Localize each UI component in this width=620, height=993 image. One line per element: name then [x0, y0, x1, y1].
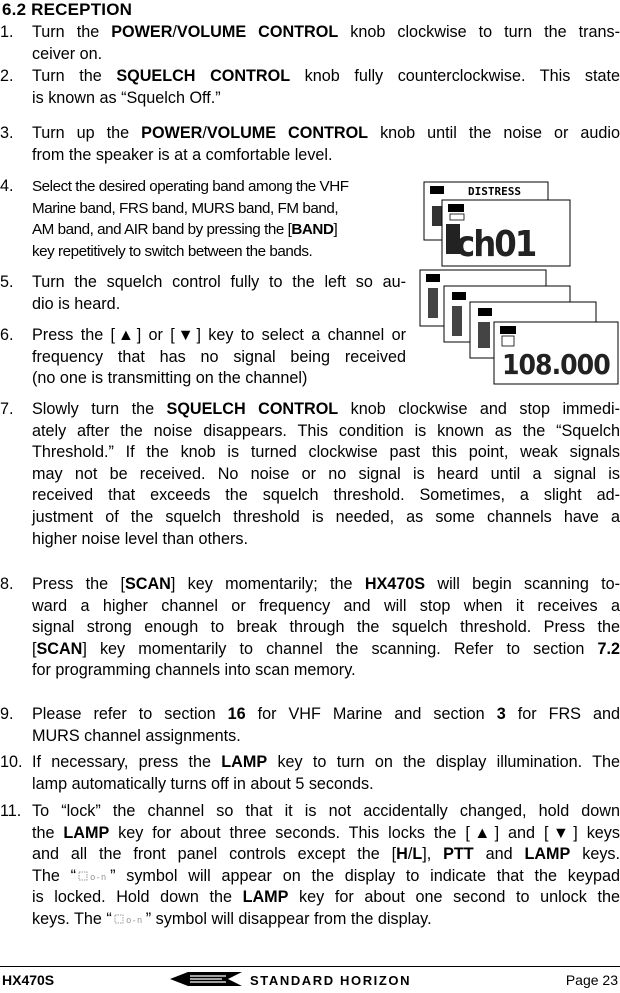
step-7-line-1: Slowly turn the SQUELCH CONTROL knob clockwise and stop immedi- — [32, 400, 620, 418]
step-10 — [0, 752, 620, 796]
footer-page-number: Page 23 — [565, 972, 618, 988]
step-number: 11. — [0, 802, 22, 820]
step-9-line-2: MURS channel assignments. — [32, 726, 241, 745]
step-number: 7. — [0, 400, 14, 418]
step-8 — [0, 574, 620, 684]
step-9-line-1: Please refer to section 16 for VHF Marine and section 3 for FRS and — [32, 705, 620, 723]
step-7-line-2: ately after the noise disappears. This condition is known as the “Squelch — [32, 421, 620, 440]
step-6-line-3: (no one is transmitting on the channel) — [32, 369, 308, 388]
step-4-line-4: key repetitively to switch between the bands. — [32, 242, 313, 260]
step-3-line-1: Turn up the POWER/VOLUME CONTROL knob until the noise or audio — [32, 124, 620, 142]
step-11-line-3: and all the front panel controls except the [H/L], PTT and LAMP keys. — [32, 845, 620, 864]
step-2-line-2: is known as “Squelch Off.” — [32, 88, 221, 107]
band-display-illustration — [418, 178, 620, 388]
step-3-line-2: from the speaker is at a comfortable level. — [32, 145, 333, 164]
footer-model: HX470S — [2, 972, 55, 988]
step-6-line-2: frequency that has no signal being received — [32, 347, 406, 366]
step-2-line-1: Turn the SQUELCH CONTROL knob fully counterclockwise. This state — [32, 67, 620, 85]
display-channel: ch01 — [456, 224, 536, 265]
step-number: 3. — [0, 124, 14, 142]
step-8-line-4: [SCAN] key momentarily to channel the scanning. Refer to section 7.2 — [32, 639, 620, 658]
step-7 — [0, 399, 620, 553]
step-1-line-2: ceiver on. — [32, 44, 103, 63]
step-6 — [0, 325, 420, 391]
step-number: 2. — [0, 67, 14, 85]
key-lock-icon — [76, 868, 110, 882]
lcd-display-marine-front — [442, 200, 570, 266]
step-7-line-3: Threshold.” If the knob is turned clockwise past this point, weak signals — [32, 443, 620, 462]
footer-brand: STANDARD HORIZON — [250, 973, 412, 988]
step-10-line-2: lamp automatically turns off in about 5 seconds. — [32, 774, 374, 793]
step-5-line-2: dio is heard. — [32, 294, 121, 313]
step-11-line-2: the LAMP key for about three seconds. This locks the [▲] and [▼] keys — [32, 823, 620, 842]
section-title: 6.2 RECEPTION — [2, 0, 133, 19]
step-3 — [0, 123, 620, 167]
footer-rule — [0, 966, 620, 967]
step-7-line-7: higher noise level than others. — [32, 529, 248, 548]
step-9 — [0, 704, 620, 748]
step-number: 6. — [0, 326, 14, 344]
standard-horizon-logo-icon — [168, 970, 244, 993]
step-7-line-5: received that exceeds the squelch threshold. Sometimes, a slight ad- — [32, 486, 620, 505]
step-11-line-1: To “lock” the channel so that it is not accidentally changed, hold down — [32, 802, 620, 820]
step-1-line-1: Turn the POWER/VOLUME CONTROL knob clockwise to turn the trans- — [32, 23, 620, 41]
step-5 — [0, 272, 420, 316]
step-4 — [0, 176, 420, 264]
step-11-line-6: keys. The “ o-n ” symbol will disappear from the display. — [32, 909, 432, 928]
step-5-line-1: Turn the squelch control fully to the left so au- — [32, 273, 406, 291]
step-10-line-1: If necessary, press the LAMP key to turn on the display illumination. The — [32, 753, 620, 771]
display-distress-label: DISTRESS — [468, 185, 521, 198]
step-4-line-3: AM band, and AIR band by pressing the [BAND] — [32, 221, 338, 239]
step-7-line-4: may not be received. No noise or no signal is heard until a signal is — [32, 464, 620, 483]
step-2 — [0, 66, 620, 110]
step-1 — [0, 22, 620, 66]
display-frequency: 108.000 — [502, 348, 610, 381]
step-11-line-4: The “ o-n ” symbol will appear on the display to indicate that the keypad — [32, 866, 620, 885]
key-lock-icon — [112, 911, 146, 925]
step-7-line-6: justment of the squelch threshold is needed, as some channels have a — [32, 507, 620, 526]
step-8-line-2: ward a higher channel or frequency and will stop when it receives a — [32, 596, 620, 615]
step-6-line-1: Press the [▲] or [▼] key to select a channel or — [32, 326, 406, 344]
svg-text:o-n: o-n — [125, 915, 143, 926]
step-8-line-1: Press the [SCAN] key momentarily; the HX470S will begin scanning to- — [32, 575, 620, 593]
step-8-line-3: signal strong enough to break through the squelch threshold. Press the — [32, 618, 620, 637]
step-number: 10. — [0, 753, 23, 771]
step-4-line-1: Select the desired operating band among the VHF — [32, 178, 349, 195]
step-number: 4. — [0, 177, 14, 195]
step-number: 1. — [0, 23, 14, 41]
step-number: 9. — [0, 705, 14, 723]
step-8-line-5: for programming channels into scan memory. — [32, 661, 356, 680]
step-11-line-5: is locked. Hold down the LAMP key for about one second to unlock the — [32, 888, 620, 907]
step-number: 8. — [0, 575, 14, 593]
lcd-display-air — [494, 322, 618, 384]
step-11 — [0, 801, 620, 955]
svg-text:o-n: o-n — [90, 872, 107, 883]
step-4-line-2: Marine band, FRS band, MURS band, FM band, — [32, 199, 339, 217]
step-number: 5. — [0, 273, 14, 291]
